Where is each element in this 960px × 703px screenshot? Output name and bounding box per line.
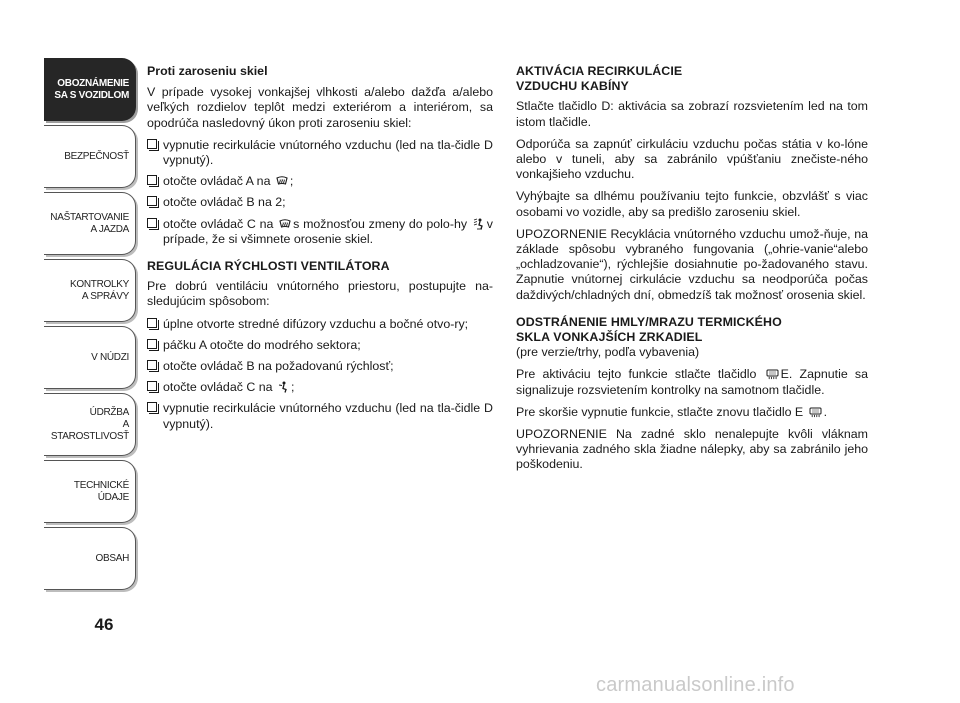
- paragraph: V prípade vysokej vonkajšej vlhkosti a/alebo dažďa a/alebo veľkých rozdielov teplôt medzi exteriérom a interiérom, sa opodrúča nasledovný úkon proti zaroseniu skiel:: [147, 85, 493, 130]
- list-item: vypnutie recirkulácie vnútorného vzduchu (led na tla-čidle D vypnutý).: [147, 401, 493, 431]
- checkbox-bullet-icon: [147, 381, 157, 391]
- tab-label: NAŠTARTOVANIE A JAZDA: [50, 211, 129, 235]
- tab-kontrolky[interactable]: [44, 259, 136, 322]
- tab-label: OBSAH: [95, 552, 129, 564]
- page-number: 46: [94, 615, 114, 634]
- paragraph: UPOZORNENIE Na zadné sklo nenalepujte kvôli vláknam vyhrievania zadného skla žiadne nálepky, aby sa zabránilo jeho poškodeniu.: [516, 427, 868, 472]
- checkbox-bullet-icon: [147, 218, 157, 228]
- checkbox-bullet-icon: [147, 318, 157, 328]
- list-item: otočte ovládač C na ;: [147, 380, 493, 395]
- paragraph: Odporúča sa zapnúť cirkuláciu vzduchu počas státia v ko-lóne alebo v tuneli, aby sa zabránilo vpúšťaniu znečiste-ného vonkajšieho vzduchu.: [516, 136, 868, 182]
- steps-list: [147, 317, 493, 432]
- tab-label: KONTROLKY A SPRÁVY: [70, 278, 129, 302]
- paragraph: Pre aktiváciu tejto funkcie stlačte tlačidlo E. Zapnutie sa signalizuje rozsvietením kontrolky na samotnom tlačidle.: [516, 367, 868, 397]
- paragraph: Stlačte tlačidlo D: aktivácia sa zobrazí rozsvietením led na tom istom tlačidle.: [516, 99, 868, 129]
- windshield-defrost-icon: [276, 176, 288, 187]
- paragraph: UPOZORNENIE Recyklácia vnútorného vzduchu umož-ňuje, na základe spôsobu vybraného fungovania („ohrie-vanie“alebo „ochladzovanie“), rýchlejšie dosiahnutie po-žadovaného stavu. Zapnutie vnútornej cirkulácie vzduchu sa neodporúča počas daždivých/chladných dní, obmedzíš tak možnosť orosenia skiel.: [516, 226, 868, 302]
- watermark: carmanualsonline.info: [596, 674, 795, 696]
- windshield-defrost-icon: [279, 219, 291, 230]
- paragraph: Pre skoršie vypnutie funkcie, stlačte znovu tlačidlo E .: [516, 404, 828, 419]
- face-vent-icon: [278, 381, 289, 393]
- paragraph: Vyhýbajte sa dlhému používaniu tejto funkcie, obzvlášť s viac osobami vo vozidle, aby sa predišlo zaroseniu skiel.: [516, 189, 868, 219]
- feet-windshield-icon: [473, 218, 485, 230]
- tab-nastartovanie[interactable]: [44, 192, 136, 255]
- list-item: otočte ovládač A na ;: [147, 174, 493, 189]
- tab-technicke-udaje[interactable]: [44, 460, 136, 523]
- section-heading: ODSTRÁNENIE HMLY/MRAZU TERMICKÉHO SKLA VONKAJŠÍCH ZRKADIEL: [516, 314, 782, 345]
- section-subheading: (pre verzie/trhy, podľa vybavenia): [516, 345, 700, 360]
- right-column: [516, 64, 868, 480]
- tab-label: ÚDRŽBA A STAROSTLIVOSŤ: [50, 406, 129, 442]
- tab-label: BEZPEČNOSŤ: [64, 150, 129, 162]
- checkbox-bullet-icon: [147, 360, 157, 370]
- tab-udrzba[interactable]: [44, 393, 136, 456]
- section-tabs: [44, 58, 136, 594]
- checkbox-bullet-icon: [147, 339, 157, 349]
- steps-list: [147, 138, 493, 247]
- list-item: úplne otvorte stredné difúzory vzduchu a bočné otvo-ry;: [147, 317, 493, 332]
- section-heading: REGULÁCIA RÝCHLOSTI VENTILÁTORA: [147, 259, 390, 274]
- paragraph: Pre dobrú ventiláciu vnútorného priestoru, postupujte na-sledujúcim spôsobom:: [147, 279, 493, 309]
- list-item: otočte ovládač B na 2;: [147, 195, 493, 210]
- checkbox-bullet-icon: [147, 139, 157, 149]
- tab-label: TECHNICKÉ ÚDAJE: [73, 479, 129, 503]
- tab-oboznamenie[interactable]: [44, 58, 136, 121]
- list-item: vypnutie recirkulácie vnútorného vzduchu (led na tla-čidle D vypnutý).: [147, 138, 493, 168]
- tab-bezpecnost[interactable]: [44, 125, 136, 188]
- list-item: páčku A otočte do modrého sektora;: [147, 338, 493, 353]
- section-heading: AKTIVÁCIA RECIRKULÁCIE VZDUCHU KABÍNY: [516, 64, 683, 94]
- checkbox-bullet-icon: [147, 402, 157, 412]
- list-item: otočte ovládač B na požadovanú rýchlosť;: [147, 359, 493, 374]
- tab-obsah[interactable]: [44, 527, 136, 590]
- rear-defrost-icon: [766, 369, 779, 380]
- list-item: otočte ovládač C na s možnosťou zmeny do polo-hy v prípade, že si všimnete orosenie skiel.: [147, 217, 493, 247]
- tab-label: V NÚDZI: [91, 351, 129, 363]
- checkbox-bullet-icon: [147, 196, 157, 206]
- tab-label: OBOZNÁMENIE SA S VOZIDLOM: [54, 77, 129, 101]
- tab-v-nudzi[interactable]: [44, 326, 136, 389]
- section-heading: Proti zaroseniu skiel: [147, 64, 268, 78]
- left-column: [147, 64, 493, 439]
- rear-defrost-icon: [809, 407, 822, 418]
- checkbox-bullet-icon: [147, 175, 157, 185]
